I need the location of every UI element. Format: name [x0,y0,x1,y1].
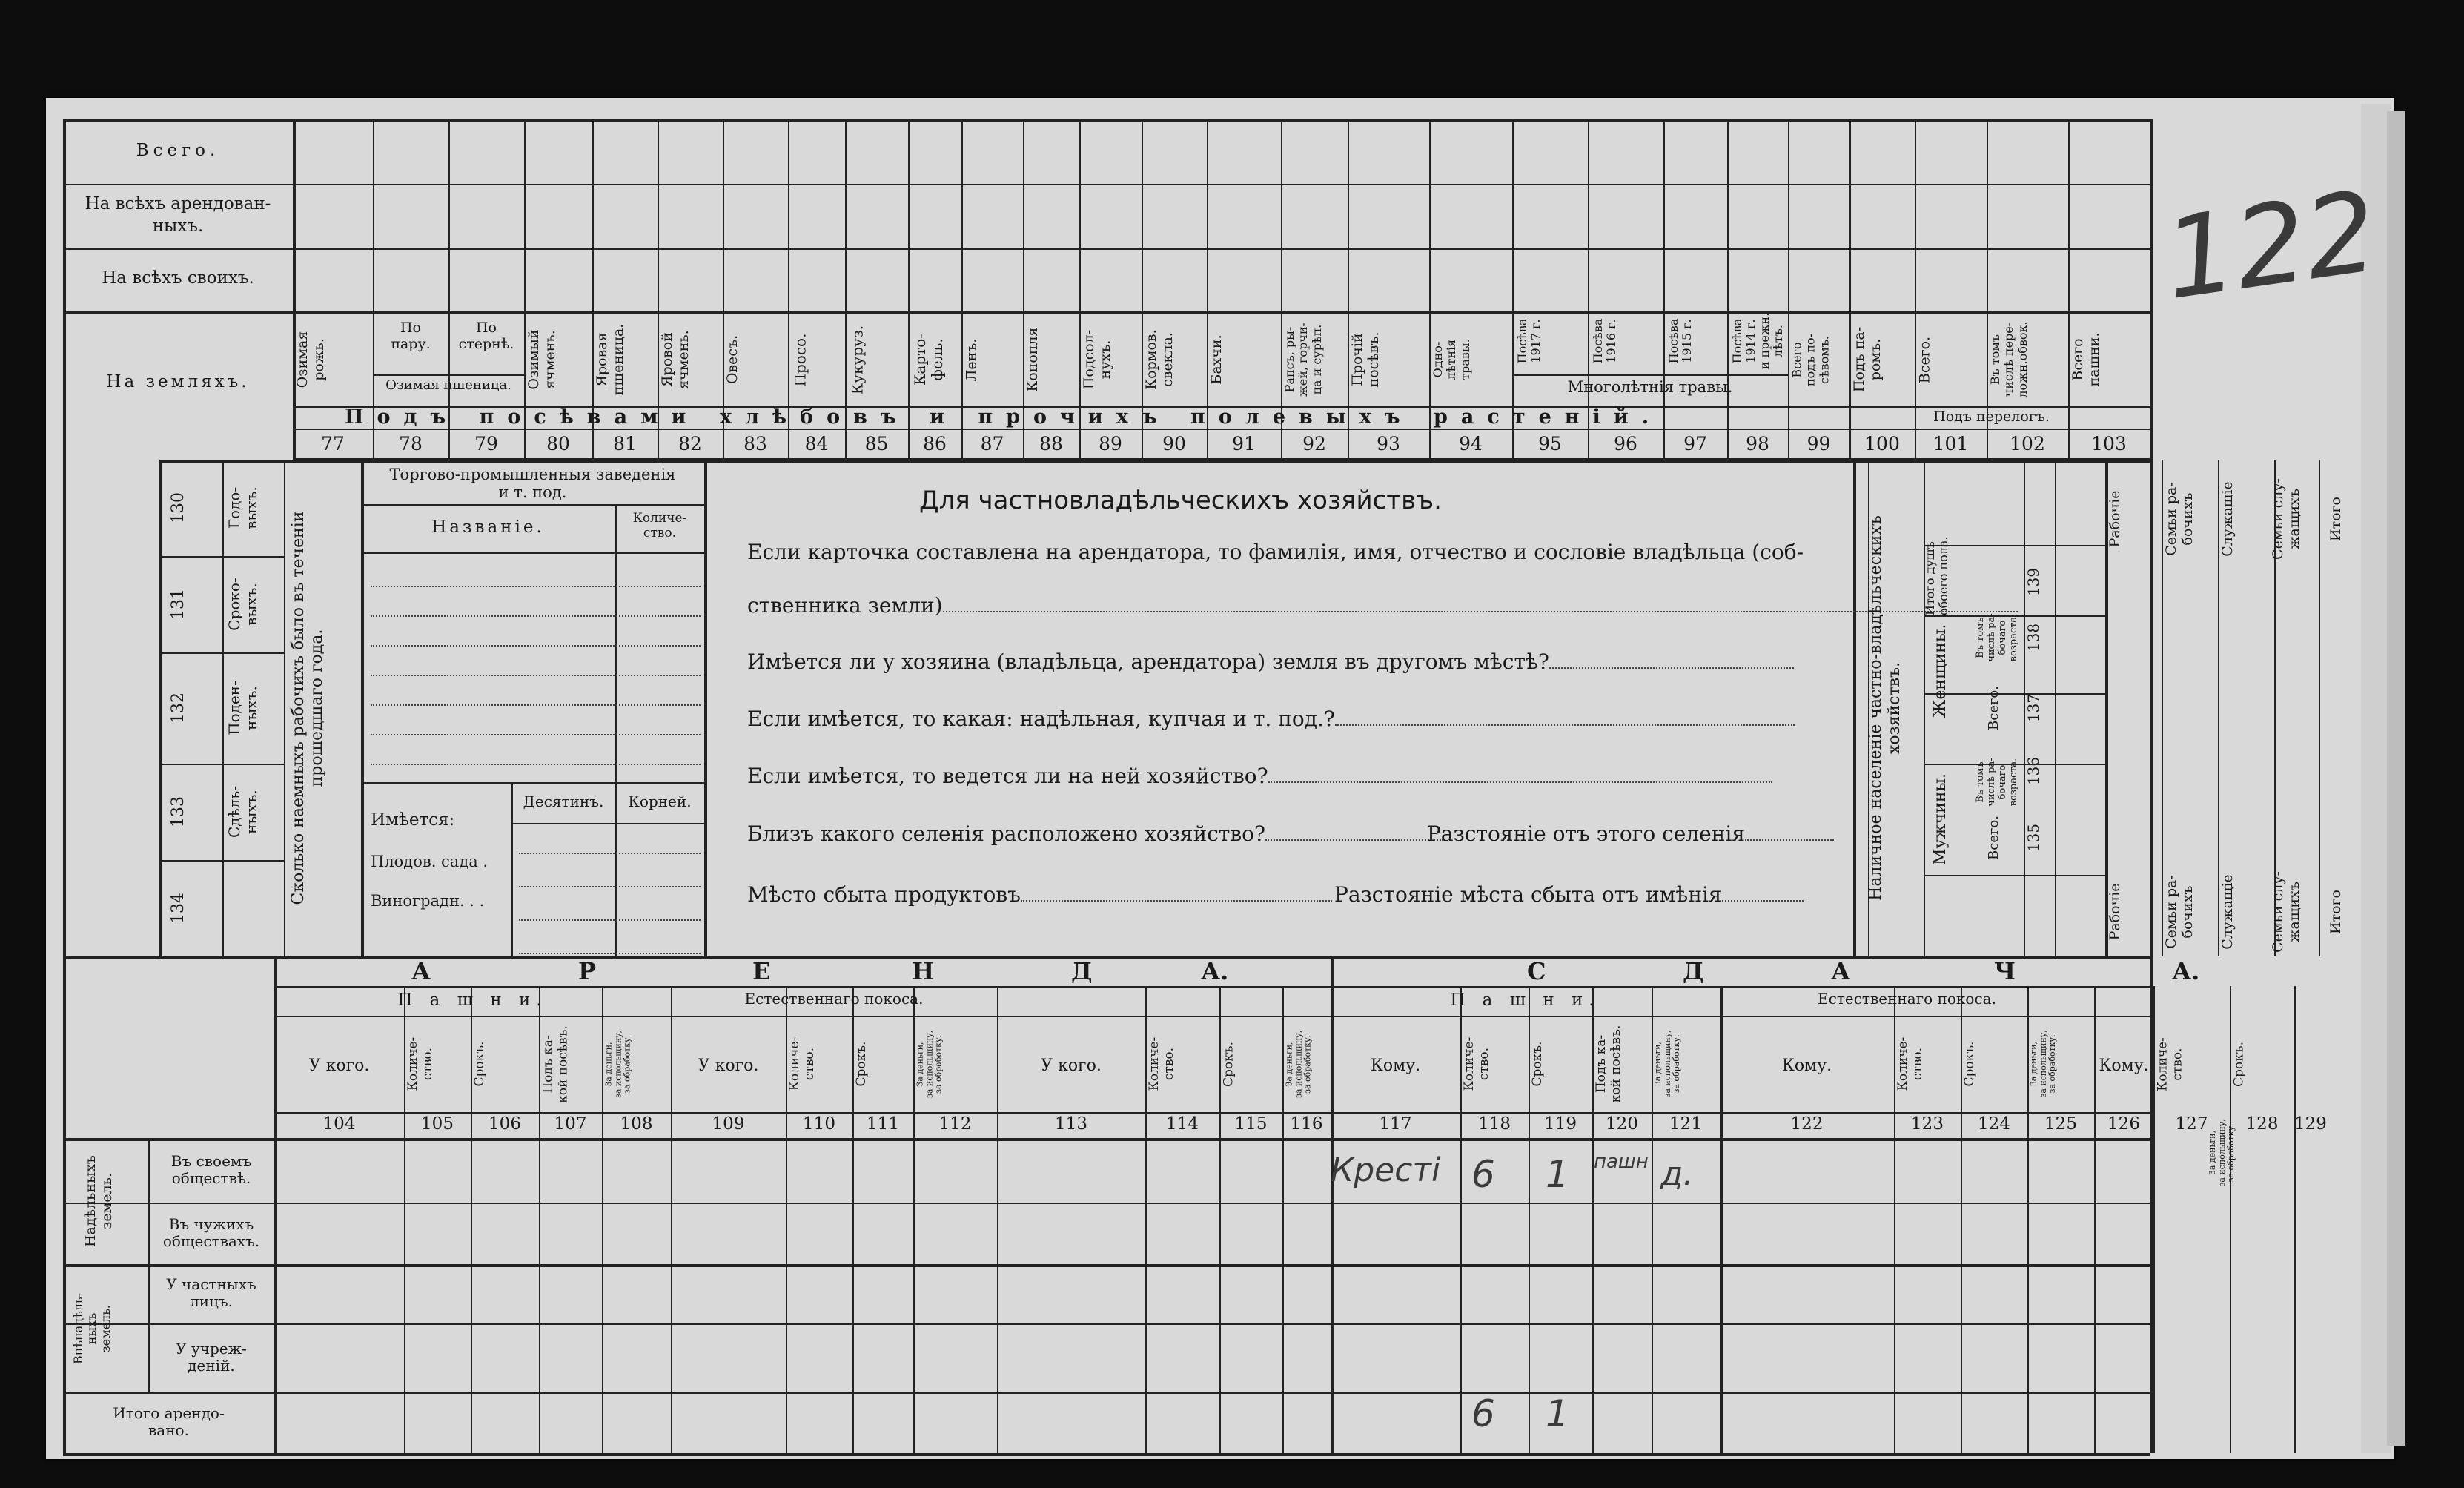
h-rule [63,1203,2150,1204]
column-number: 100 [1864,433,1900,454]
header-srok: Срокъ. [1221,1041,1236,1087]
group-nadel: Надѣльныхъ земель. [82,1154,115,1248]
group-perelog: Подъ перелогъ. [1933,409,2050,425]
header-za_dengi: За деньги, за испольщину, за обработку. [1284,1030,1313,1098]
question-text: Если имѣется, то ведется ли на ней хозяйство? [747,764,1268,788]
h-rule [159,764,284,765]
bottom-col-number: 108 [620,1114,653,1134]
h-rule [63,1453,2150,1456]
crop-header: Озимый ячмень. [526,329,558,390]
h-rule [63,119,2150,122]
group-vnenadel: Внѣнадѣль- ныхъ земель. [71,1292,113,1365]
bottom-col-number: 106 [489,1114,521,1134]
header-srok: Срокъ. [2231,1041,2246,1087]
question-owner [747,540,1804,564]
column-number: 85 [864,433,889,454]
column-number: 97 [1683,433,1707,454]
column-number: 102 [2010,433,2045,454]
bottom-col-number: 110 [803,1114,835,1134]
crop-header: Ленъ. [963,338,979,381]
h-rule [519,853,701,854]
vinogr-label: Виноградн. . . [371,892,485,910]
column-number: 82 [678,433,702,454]
crop-header: Кукуруз. [848,325,866,394]
handwritten-qty: 6 [1471,1153,1495,1196]
column-number: 101 [1933,433,1969,454]
header-srok: Срокъ. [854,1041,869,1087]
pop-col-number: 137 [2024,693,2042,723]
h-rule [63,248,2150,250]
crop-header: Посѣва 1917 г. [1515,318,1543,364]
h-rule [274,1016,671,1017]
handwritten-village: Кресті [1331,1151,1441,1189]
h-rule [159,460,704,463]
row-label: Въ чужихъ обществахъ. [162,1214,260,1250]
handwritten-term: 1 [1546,1153,1569,1196]
pop-col-number: 138 [2024,623,2042,652]
worker-type: Сдѣль- ныхъ. [225,785,260,839]
total-souls: Итого душъ обоего пола. [1923,536,1951,615]
header-srok: Срокъ. [1530,1041,1545,1087]
sdacha-letter: Д [1683,957,1704,985]
v-rule [2150,119,2153,1453]
banner-posevy: Подъ посѣвами хлѣбовъ и прочихъ полевыхъ растеній. [345,406,1663,429]
row-number: 131 [169,589,188,620]
answer-line [1335,710,1795,726]
hired-workers-title: Сколько наемныхъ рабочихъ было въ теченіи прошедшаго года. [289,511,327,905]
row-label-vsego: Всего. [136,141,220,160]
pashni-arenda: П а ш н и. [397,991,548,1010]
v-rule [704,460,707,956]
header-kolichestvo: Количе- ство. [1462,1036,1491,1091]
row-number: 130 [169,492,188,523]
bottom-col-number: 111 [867,1114,899,1134]
header-komu: Кому. [1781,1057,1832,1075]
header-kolichestvo: Количе- ство. [1147,1036,1176,1091]
center-title: Для частновладѣльческихъ хозяйствъ. [919,486,1442,515]
plodov-label: Плодов. сада . [371,853,489,870]
v-rule [222,460,224,956]
answer-line [1549,652,1794,669]
crop-header: Конопля [1024,327,1041,392]
crop-header: Всего пашни. [2070,332,2102,387]
bottom-col-number: 113 [1055,1114,1087,1134]
crop-header: Прочій посѣвъ. [1349,331,1382,388]
h-rule [371,586,701,587]
answer-line [1021,885,1332,902]
trade-qty-header: Количе- ство. [632,511,687,540]
handwritten-total-qty: 6 [1471,1392,1495,1435]
h-rule [1924,875,2105,876]
h-rule [371,704,701,706]
v-rule [63,119,66,956]
h-rule [274,986,2150,988]
group-mnogolet: Многолѣтнія травы. [1567,378,1733,396]
header-srok: Срокъ. [472,1041,487,1087]
header-za_dengi: За деньги, за испольщину, за обработку. [603,1030,632,1098]
arenda-letter: Н [912,957,935,985]
answer-line [1745,824,1834,841]
h-rule [373,374,524,376]
question-farming [747,764,1772,788]
arenda-letter: Е [752,957,771,985]
question-text: Если имѣется, то какая: надѣльная, купчая и т. под.? [747,707,1335,731]
v-rule [284,460,285,956]
h-rule [361,504,704,506]
column-number: 81 [613,433,637,454]
question-text: Разстояніе мѣста сбыта отъ имѣнія [1334,882,1722,907]
crop-header: По стернѣ. [458,320,514,352]
header-kolichestvo: Количе- ство. [2155,1036,2185,1091]
staff-col-header: Рабочіе [2107,490,2123,548]
crop-header: Яровая пшеница. [594,323,626,396]
crop-header: Карто- фель. [911,333,946,386]
bottom-col-number: 126 [2107,1114,2140,1134]
pokosa-arenda: Естественнаго покоса. [744,990,924,1008]
h-rule [63,311,2150,314]
staff-col-header: Семьи ра- бочихъ [2163,482,2196,556]
v-rule [293,119,296,458]
h-rule [274,1112,2150,1114]
korney-header: Корней. [628,793,692,810]
crop-header: Подсол- нухъ. [1081,329,1113,390]
h-rule [63,1138,2150,1141]
crop-header: Въ томъ числѣ пере- ложн.обвок. [1988,321,2030,398]
paper-edge [2361,104,2391,1453]
staff-col-header: Итого [2328,497,2344,541]
crop-header: Кормов. свекла. [1143,329,1176,390]
answer-line [1265,824,1443,841]
crop-header: Посѣва 1916 г. [1591,318,1619,364]
staff-col-footer: Рабочіе [2107,883,2123,941]
column-number: 80 [546,433,570,454]
question-market-distance [1334,882,1804,907]
column-number: 79 [474,433,498,454]
bottom-col-number: 124 [1978,1114,2010,1134]
staff-col-footer: Итого [2328,890,2344,934]
row-number: 132 [169,692,188,724]
h-rule [361,552,704,554]
h-rule [1853,460,2150,463]
header-pod_kakoy: Подъ ка- кой посѣвъ. [540,1025,570,1103]
crop-header: Рапсъ, ры- жей, горчи- ца и сурѣп. [1282,323,1324,397]
staff-col-footer: Семьи слу- жащихъ [2270,871,2302,953]
bottom-col-number: 128 [2245,1114,2279,1134]
men-label: Мужчины. [1931,773,1950,866]
handwritten-card-number: 122 [2156,167,2385,325]
v-rule [1331,956,1334,1453]
question-text: Близъ какого селенія расположено хозяйство? [747,821,1266,846]
sdacha-letter: С [1527,957,1546,985]
h-rule [159,860,284,862]
v-rule [615,504,617,782]
column-number: 90 [1162,433,1186,454]
women-working-age: Въ томъ числѣ ра- бочаго возраста. [1975,613,2019,662]
column-number: 91 [1232,433,1256,454]
pop-col-number: 139 [2024,567,2042,597]
bottom-col-number: 129 [2294,1114,2327,1134]
column-number: 95 [1538,433,1562,454]
h-rule [371,734,701,735]
question-text: Мѣсто сбыта продуктовъ [747,882,1021,907]
arenda-letter: А [411,957,431,985]
population-title: Наличное населеніе частно-владѣльческихъ хозяйствъ. [1867,515,1904,901]
v-rule [63,956,66,1453]
crop-header: Посѣва 1915 г. [1666,318,1695,364]
h-rule [63,1264,2150,1267]
bottom-col-number: 107 [554,1114,587,1134]
header-u_kogo: У кого. [1041,1057,1102,1075]
question-other-land [747,649,1794,674]
column-number: 87 [980,433,1004,454]
h-rule [371,615,701,617]
column-number: 103 [2091,433,2127,454]
h-rule [371,764,701,765]
h-rule [704,460,1853,463]
row-label: Въ своемъ обществѣ. [170,1151,252,1187]
worker-type: Сроко- выхъ. [225,578,260,631]
bottom-col-number: 116 [1290,1114,1323,1134]
crop-header: Одно- лѣтнія травы. [1431,339,1472,380]
crop-header: Овесъ. [724,334,741,385]
sdacha-letter: А [1831,957,1851,985]
h-rule [293,429,2150,430]
crop-header: Всего подъ по- сѣвомъ. [1789,333,1831,386]
worker-type [226,867,278,949]
bottom-col-number: 115 [1234,1114,1268,1134]
column-number: 99 [1806,433,1831,454]
v-rule [2055,460,2056,956]
v-rule [274,956,277,1453]
question-text: Имѣется ли у хозяина (владѣльца, арендатора) земля въ другомъ мѣстѣ? [747,649,1549,674]
question-owner-b [747,593,2018,618]
header-za_dengi: За деньги, за испольщину, за обработку. [2207,1118,2236,1187]
bottom-col-number: 121 [1669,1114,1702,1134]
row-label: Итого арендо- вано. [113,1404,225,1439]
v-rule [1853,460,1856,956]
handwritten-payment: д. [1660,1155,1694,1193]
bottom-col-number: 122 [1790,1114,1824,1134]
crop-header: Подъ па- ромъ. [1851,326,1884,393]
bottom-col-number: 120 [1606,1114,1638,1134]
column-number: 88 [1039,433,1063,454]
row-label-na-zemlyakh: На земляхъ. [106,372,250,391]
bottom-col-number: 114 [1166,1114,1199,1134]
bottom-col-number: 123 [1911,1114,1944,1134]
sdacha-letter: Ч [1994,957,2016,985]
crop-header: Посѣва 1914 г. и прежн. лѣтъ. [1730,312,1786,370]
row-label-svoikh: На всѣхъ своихъ. [102,268,254,288]
arenda-letter: А. [1201,957,1229,985]
arenda-letter: Д [1071,957,1093,985]
h-rule [63,1392,2150,1394]
row-label-arend: На всѣхъ арендован- [85,194,271,214]
header-komu: Кому. [2099,1057,2149,1075]
header-komu: Кому. [1370,1057,1421,1075]
trade-name-header: Названіе. [431,518,545,537]
handwritten-crop: пашн [1594,1151,1649,1173]
h-rule [511,823,704,824]
crop-header: Бахчи. [1208,334,1225,385]
handwritten-total-term: 1 [1546,1392,1569,1435]
question-text: Разстояніе отъ этого селенія [1427,821,1745,846]
question-market [747,882,1332,907]
staff-col-footer: Служащіе [2219,874,2236,950]
pop-col-number: 136 [2024,756,2042,786]
header-kolichestvo: Количе- ство. [787,1036,817,1091]
paper-edge-back [2387,111,2405,1446]
question-land-type [747,707,1795,731]
crop-header: Всего. [1916,336,1933,383]
header-u_kogo: У кого. [698,1057,759,1075]
trade-title: Торгово-промышленныя заведенія и т. под. [389,466,676,502]
worker-type: Поден- ныхъ. [225,681,260,735]
bottom-col-number: 117 [1379,1114,1412,1134]
row-label-arend-2: ныхъ. [152,216,204,236]
answer-line [943,596,2018,612]
group-ozimaya: Озимая пшеница. [385,377,511,393]
column-number: 94 [1459,433,1483,454]
bottom-col-number: 112 [938,1114,972,1134]
men-total: Всего. [1986,816,2001,860]
crop-header: По пару. [391,320,431,352]
h-rule [63,1323,2150,1325]
h-rule [519,953,701,954]
staff-col-header: Служащіе [2219,481,2236,557]
desyatin-header: Десятинъ. [523,793,604,810]
column-number: 96 [1614,433,1637,454]
question-text: ственника земли) [747,593,943,618]
column-number: 86 [923,433,947,454]
worker-type: Годо- выхъ. [225,486,260,529]
h-rule [159,652,284,654]
header-srok: Срокъ. [1962,1041,1977,1087]
column-number: 98 [1746,433,1769,454]
h-rule [1924,545,2105,546]
question-village [747,821,1443,846]
answer-line [1268,767,1772,783]
row-number: 134 [169,893,188,924]
h-rule [371,645,701,647]
header-u_kogo: У кого. [308,1057,370,1075]
h-rule [1512,374,1788,376]
bottom-col-number: 119 [1544,1114,1577,1134]
h-rule [1915,406,2068,408]
header-kolichestvo: Количе- ство. [405,1036,435,1091]
h-rule [361,782,704,784]
header-pod_kakoy: Подъ ка- кой посѣвъ. [1594,1025,1623,1103]
column-number: 89 [1099,433,1122,454]
pashni-sdacha: П а ш н и. [1450,991,1600,1010]
column-number: 93 [1377,433,1400,454]
header-za_dengi: За деньги, за испольщину, за обработку. [915,1030,944,1098]
pokosa-sdacha: Естественнаго покоса. [1818,990,1996,1008]
column-number: 92 [1302,433,1326,454]
crop-header: Яровой ячмень. [659,330,692,389]
header-za_dengi: За деньги, за испольщину, за обработку. [1653,1030,1682,1098]
staff-col-header: Семьи слу- жащихъ [2270,478,2302,560]
v-rule [148,1138,150,1392]
h-rule [519,919,701,921]
header-za_dengi: За деньги, за испольщину, за обработку. [2029,1030,2058,1098]
bottom-col-number: 118 [1478,1114,1511,1134]
column-number: 78 [399,433,423,454]
women-label: Женщины. [1931,624,1950,718]
column-number: 77 [321,433,345,454]
pop-col-number: 135 [2024,823,2042,853]
bottom-col-number: 104 [322,1114,356,1134]
crop-header: Озимая рожь. [294,331,327,388]
answer-line [1722,885,1804,902]
staff-col-footer: Семьи ра- бочихъ [2163,875,2196,949]
v-rule [159,460,162,956]
bottom-col-number: 109 [712,1114,745,1134]
h-rule [519,886,701,887]
crop-header: Просо. [791,333,809,386]
row-number: 133 [169,796,188,827]
column-number: 83 [743,433,767,454]
header-kolichestvo: Количе- ство. [1895,1036,1925,1091]
bottom-col-number: 127 [2175,1114,2208,1134]
v-rule [2068,119,2070,458]
sdacha-letter: А. [2172,957,2200,985]
h-rule [159,556,284,558]
v-rule [1849,119,1851,458]
column-number: 84 [804,433,829,454]
men-working-age: Въ томъ числѣ ра- бочаго возраста. [1975,758,2019,807]
arenda-letter: Р [578,957,597,985]
imeetsya-label: Имѣется: [371,810,455,830]
women-total: Всего. [1986,686,2001,730]
h-rule [63,184,2150,185]
bottom-col-number: 125 [2044,1114,2077,1134]
v-rule [2294,986,2296,1453]
h-rule [371,675,701,676]
question-text: Если карточка составлена на арендатора, то фамилія, имя, отчество и сословіе владѣльца (соб- [747,540,1804,564]
bottom-col-number: 105 [421,1114,454,1134]
row-label: У учреж- деній. [176,1339,247,1375]
row-label: У частныхъ лицъ. [166,1275,256,1310]
question-distance [1427,821,1834,846]
